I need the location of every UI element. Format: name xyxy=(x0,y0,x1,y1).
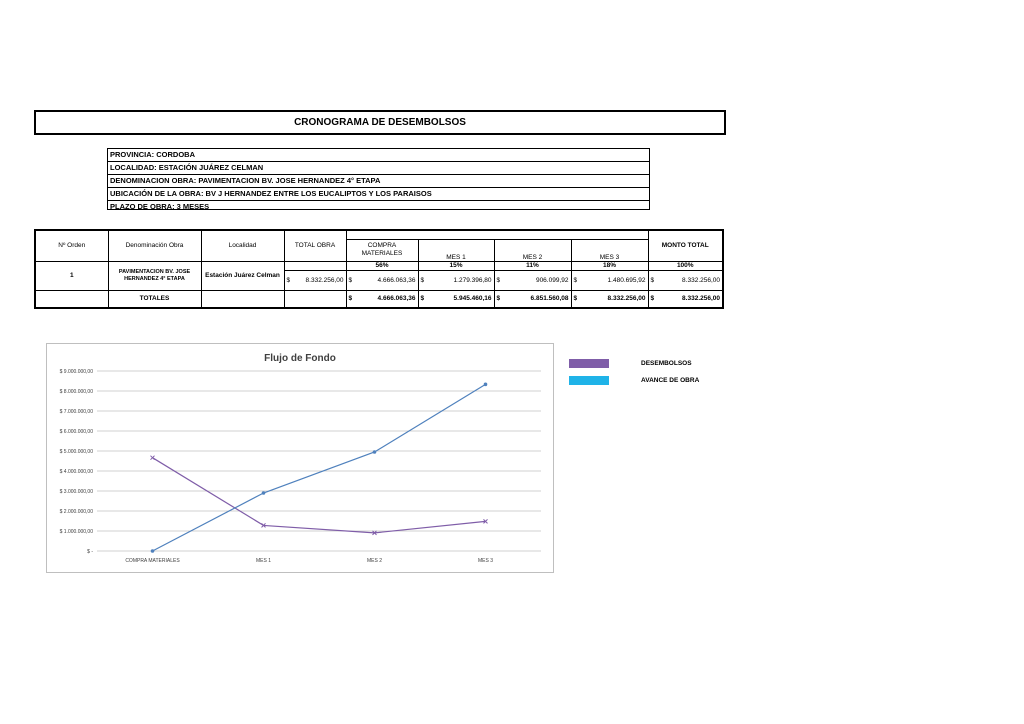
data-point xyxy=(151,456,155,460)
chart-title: Flujo de Fondo xyxy=(264,353,336,364)
legend-label-desembolsos: DESEMBOLSOS xyxy=(641,360,692,367)
header-mes1: MES 1 xyxy=(418,239,494,261)
info-ubicacion: UBICACIÓN DE LA OBRA: BV J HERNANDEZ ENTRE LOS EUCALIPTOS Y LOS PARAISOS xyxy=(108,188,649,201)
series-line-1 xyxy=(153,458,486,533)
tot-monto-total xyxy=(648,290,723,308)
row-denominacion: PAVIMENTACION BV. JOSE HERNANDEZ 4° ETAPA xyxy=(108,261,201,290)
header-orden: Nº Orden xyxy=(35,230,108,261)
value: 8.332.256,00 xyxy=(682,276,720,284)
value: 8.332.256,00 xyxy=(607,295,646,303)
currency: $ xyxy=(420,276,425,284)
value: 1.279.396,80 xyxy=(453,276,492,284)
currency: $ xyxy=(496,276,501,284)
tot-empty-3 xyxy=(284,290,346,308)
schedule-table xyxy=(34,229,724,309)
currency: $ xyxy=(573,276,578,284)
row-orden: 1 xyxy=(35,261,108,290)
value: 906.099,92 xyxy=(535,276,569,284)
currency: $ xyxy=(573,295,578,303)
currency: $ xyxy=(496,295,501,303)
currency: $ xyxy=(650,295,655,303)
y-tick-label: $ 5.000.000,00 xyxy=(59,449,93,455)
y-tick-label: $ 9.000.000,00 xyxy=(59,369,93,375)
y-tick-label: $ - xyxy=(87,549,93,555)
data-point xyxy=(373,450,377,454)
y-tick-label: $ 8.000.000,00 xyxy=(59,389,93,395)
value: 8.332.256,00 xyxy=(682,295,720,303)
header-denominacion: Denominación Obra xyxy=(108,230,201,261)
tot-mes3 xyxy=(571,290,648,308)
y-tick-label: $ 7.000.000,00 xyxy=(59,409,93,415)
totales-label: TOTALES xyxy=(108,290,201,308)
value: 8.332.256,00 xyxy=(305,276,344,284)
x-tick-label: MES 2 xyxy=(366,558,383,564)
data-point xyxy=(262,491,266,495)
legend-desembolsos xyxy=(569,359,692,368)
cash-flow-chart xyxy=(46,343,554,573)
info-provincia: PROVINCIA: CORDOBA xyxy=(108,149,649,162)
info-localidad: LOCALIDAD: ESTACIÓN JUÁREZ CELMAN xyxy=(108,162,649,175)
value: 6.851.560,08 xyxy=(530,295,569,303)
row-compra xyxy=(346,270,418,290)
value: 4.666.063,36 xyxy=(377,276,416,284)
tot-empty-1 xyxy=(35,290,108,308)
currency: $ xyxy=(650,276,655,284)
row-mes3 xyxy=(571,270,648,290)
row-monto-total xyxy=(648,270,723,290)
value: 4.666.063,36 xyxy=(377,295,416,303)
value: 5.945.460,16 xyxy=(453,295,492,303)
y-tick-label: $ 4.000.000,00 xyxy=(59,469,93,475)
header-total-obra: TOTAL OBRA xyxy=(284,230,346,261)
page-title: CRONOGRAMA DE DESEMBOLSOS xyxy=(34,110,726,135)
header-monto-total: MONTO TOTAL xyxy=(648,230,723,261)
x-tick-label: MES 3 xyxy=(477,558,494,564)
header-localidad: Localidad xyxy=(201,230,284,261)
pct-mes1: 15% xyxy=(418,261,494,270)
data-point xyxy=(484,383,488,387)
row-total-obra xyxy=(284,270,346,290)
currency: $ xyxy=(420,295,425,303)
row-mes2 xyxy=(494,270,571,290)
pct-mes3: 18% xyxy=(571,261,648,270)
header-spacer xyxy=(346,230,648,239)
row-localidad: Estación Juárez Celman xyxy=(201,261,284,290)
header-compra: COMPRA MATERIALES xyxy=(346,239,418,261)
header-mes2: MES 2 xyxy=(494,239,571,261)
tot-mes2 xyxy=(494,290,571,308)
x-tick-label: MES 1 xyxy=(255,558,272,564)
y-tick-label: $ 3.000.000,00 xyxy=(59,489,93,495)
chart-svg xyxy=(47,344,553,572)
legend-label-avance: AVANCE DE OBRA xyxy=(641,377,700,384)
currency: $ xyxy=(348,295,353,303)
pct-mes2: 11% xyxy=(494,261,571,270)
tot-mes1 xyxy=(418,290,494,308)
info-denominacion: DENOMINACION OBRA: PAVIMENTACION BV. JOSE HERNANDEZ 4° ETAPA xyxy=(108,175,649,188)
pct-compra: 56% xyxy=(346,261,418,270)
legend-swatch-avance xyxy=(569,376,609,385)
legend-swatch-desembolsos xyxy=(569,359,609,368)
currency: $ xyxy=(348,276,353,284)
info-plazo: PLAZO DE OBRA: 3 MESES xyxy=(110,202,210,211)
project-info xyxy=(107,148,650,210)
legend-avance xyxy=(569,376,700,385)
tot-compra xyxy=(346,290,418,308)
header-mes3: MES 3 xyxy=(571,239,648,261)
row-mes1 xyxy=(418,270,494,290)
x-tick-label: COMPRA MATERIALES xyxy=(125,558,180,564)
data-point xyxy=(151,549,155,553)
pct-spacer xyxy=(284,261,346,270)
y-tick-label: $ 1.000.000,00 xyxy=(59,529,93,535)
y-tick-label: $ 6.000.000,00 xyxy=(59,429,93,435)
y-tick-label: $ 2.000.000,00 xyxy=(59,509,93,515)
tot-empty-2 xyxy=(201,290,284,308)
value: 1.480.695,92 xyxy=(607,276,646,284)
currency: $ xyxy=(286,276,291,284)
pct-total: 100% xyxy=(648,261,723,270)
